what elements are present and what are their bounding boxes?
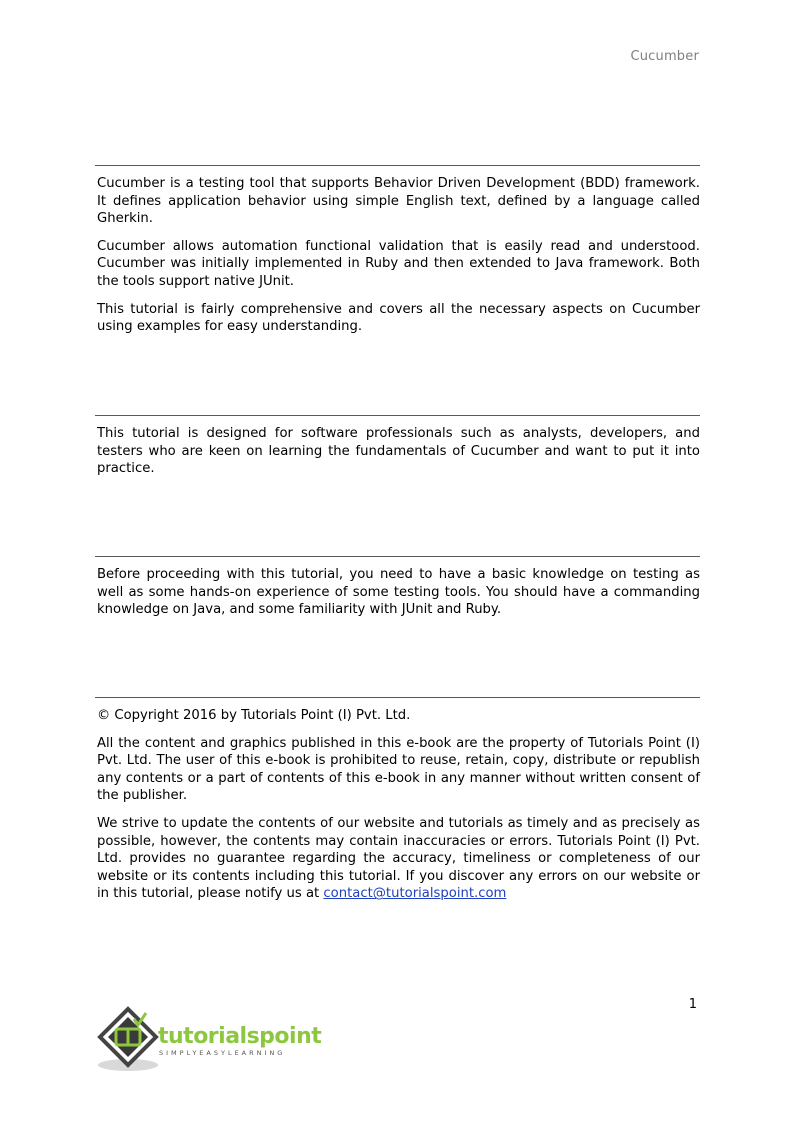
copyright-paragraph-2-text: We strive to update the contents of our website and tutorials as timely and as precisely as possible, however, the contents may contain inaccuracies or errors. Tutorials Point (I) Pvt. Ltd. provides no guarantee regarding the accuracy, timeliness or completeness of our website or its contents including this tutorial. If you discover any errors on our website or in this tutorial, please notify us at [97, 815, 700, 902]
section-divider [95, 165, 700, 166]
audience-section [97, 425, 700, 478]
audience-paragraph: This tutorial is designed for software professionals such as analysts, developers, and testers who are keen on learning the fundamentals of Cucumber and want to put it into practice. [97, 426, 700, 477]
copyright-section [97, 707, 700, 903]
prerequisites-section [97, 566, 700, 619]
tutorialspoint-logo [94, 1005, 324, 1077]
section-divider [95, 697, 700, 698]
logo-tagline: SIMPLYEASYLEARNING [159, 1049, 286, 1057]
section-divider [95, 556, 700, 557]
copyright-paragraph-2 [97, 815, 700, 903]
about-paragraph-2: Cucumber allows automation functional validation that is easily read and understood. Cucumber was initially implemented in Ruby and then extended to Java framework. Both the tools support native JUnit. [97, 238, 700, 289]
about-paragraph-3: This tutorial is fairly comprehensive and covers all the necessary aspects on Cucumber using examples for easy understanding. [97, 301, 700, 335]
running-header-title: Cucumber [630, 49, 699, 64]
about-paragraph-1: Cucumber is a testing tool that supports Behavior Driven Development (BDD) framework. It defines application behavior using simple English text, defined by a language called Gherkin. [97, 176, 700, 227]
copyright-line: © Copyright 2016 by Tutorials Point (I) Pvt. Ltd. [97, 708, 411, 723]
prerequisites-paragraph: Before proceeding with this tutorial, you need to have a basic knowledge on testing as well as some hands-on experience of some testing tools. You should have a commanding knowledge on Java, and some familiarity with JUnit and Ruby. [97, 567, 700, 618]
about-section [97, 175, 700, 336]
copyright-paragraph-1: All the content and graphics published in this e-book are the property of Tutorials Point (I) Pvt. Ltd. The user of this e-book is prohibited to reuse, retain, copy, distribute or republish any contents or a part of contents of this e-book in any manner without written consent of the publisher. [97, 735, 700, 804]
contact-email-link[interactable]: contact@tutorialspoint.com [323, 886, 507, 902]
logo-wordmark: tutorialspoint [158, 1024, 322, 1049]
section-divider [95, 415, 700, 416]
page-number: 1 [688, 997, 697, 1012]
